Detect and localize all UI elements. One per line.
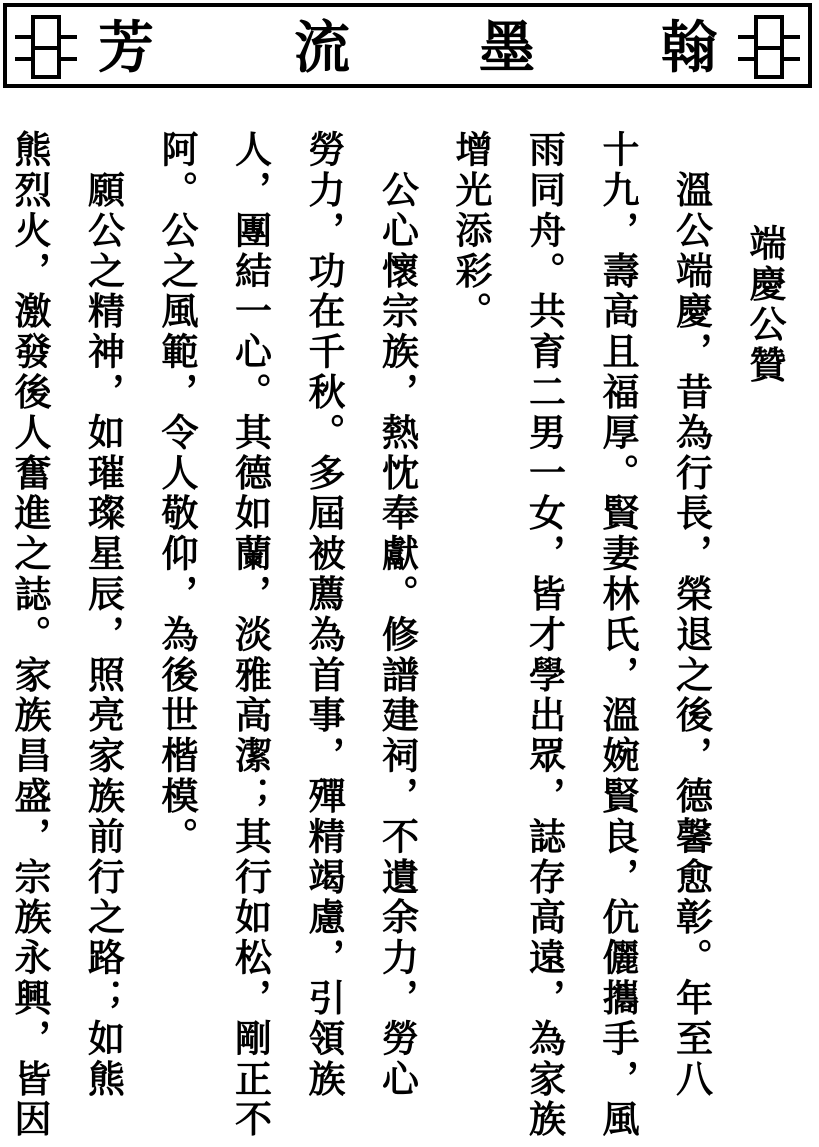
text-column-9: 願公之精神，如璀璨星辰，照亮家族前行之路；如熊: [81, 130, 126, 1100]
eulogy-title: 端慶公贊: [743, 224, 787, 386]
text-column-7: 人，團結一心。其德如蘭，淡雅高潔；其行如松，剛正不: [228, 130, 273, 1140]
banner-title-char-4: 芳: [98, 15, 154, 81]
text-column-1: 溫公端慶，昔為行長，榮退之後，德馨愈彰。年至八: [669, 130, 714, 1100]
title-banner: [3, 3, 812, 88]
text-column-10: 熊烈火，激發後人奮進之誌。家族昌盛，宗族永興，皆因: [8, 130, 52, 1140]
banner-title-char-2: 墨: [479, 15, 535, 81]
banner-title-char-1: 翰: [661, 15, 717, 81]
eulogy-body: [0, 130, 801, 1140]
fret-ornament-left-icon: [13, 11, 79, 81]
text-column-2: 十九，壽高且福厚。賢妻林氏，溫婉賢良，伉儷攜手，風: [596, 130, 640, 1140]
text-column-4: 增光添彩。: [449, 130, 493, 332]
banner-title-char-3: 流: [294, 15, 350, 81]
fret-ornament-right-icon: [736, 11, 802, 81]
text-column-6: 勞力，功在千秋。多屆被薦為首事，殫精竭慮，引領族: [302, 130, 346, 1100]
text-column-5: 公心懷宗族，熱忱奉獻。修譜建祠，不遺余力，勞心: [375, 130, 420, 1100]
text-column-3: 雨同舟。共育二男一女，皆才學出眾，誌存高遠，為家族: [522, 130, 567, 1140]
text-column-8: 阿。公之風範，令人敬仰，為後世楷模。: [155, 130, 199, 858]
